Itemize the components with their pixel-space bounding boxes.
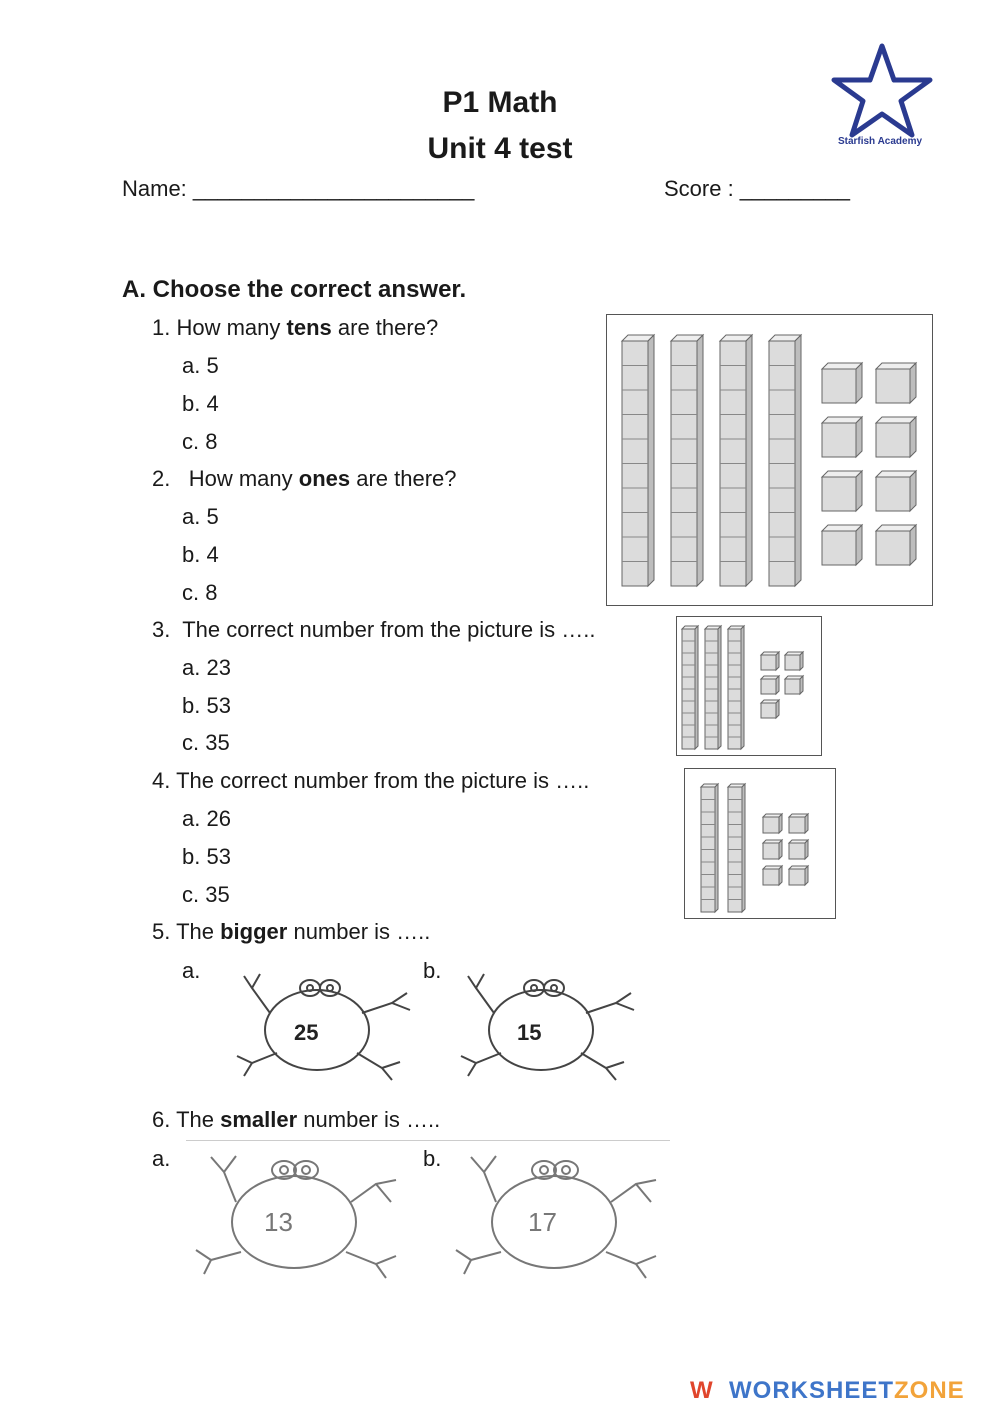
option-4a[interactable]: a. 26 — [182, 806, 231, 831]
option-1b[interactable]: b. 4 — [182, 391, 219, 416]
option-2b[interactable]: b. 4 — [182, 542, 219, 567]
question-6 — [152, 1107, 440, 1133]
question-number: 2. — [152, 466, 171, 491]
one-cube — [876, 363, 916, 403]
frog-image[interactable] — [446, 958, 646, 1088]
ten-rod — [728, 784, 745, 912]
ten-rod — [682, 626, 698, 749]
question-2 — [152, 466, 457, 492]
question-number: 4. — [152, 768, 171, 793]
question-keyword: ones — [298, 466, 351, 491]
name-field[interactable]: Name: _______________________ — [122, 176, 475, 201]
page-title: P1 Math — [442, 86, 558, 119]
base-ten-blocks — [677, 617, 821, 755]
frog-number: 25 — [294, 1020, 319, 1045]
one-cube — [761, 700, 779, 718]
question-text: are there? — [350, 466, 457, 491]
question-text: number is ….. — [297, 1107, 441, 1132]
one-cube — [763, 840, 782, 859]
divider — [186, 1140, 670, 1141]
option-2c[interactable]: c. 8 — [182, 580, 218, 605]
base-ten-figure-3 — [684, 768, 836, 919]
one-cube — [876, 471, 916, 511]
option-1a[interactable]: a. 5 — [182, 353, 219, 378]
question-number: 1. — [152, 315, 171, 340]
question-keyword: bigger — [220, 919, 288, 944]
one-cube — [785, 652, 803, 670]
question-text: The — [176, 1107, 221, 1132]
ten-rod — [728, 626, 744, 749]
page-subtitle: Unit 4 test — [427, 132, 573, 165]
frog-image[interactable] — [222, 958, 422, 1088]
base-ten-figure-1 — [606, 314, 933, 606]
one-cube — [789, 866, 808, 885]
option-4b[interactable]: b. 53 — [182, 844, 231, 869]
frog-number: 13 — [264, 1207, 293, 1237]
question-3 — [152, 617, 595, 643]
one-cube — [876, 525, 916, 565]
one-cube — [876, 417, 916, 457]
one-cube — [822, 417, 862, 457]
option-1c[interactable]: c. 8 — [182, 429, 218, 454]
question-number: 3. — [152, 617, 171, 642]
one-cube — [761, 676, 779, 694]
ten-rod — [622, 335, 654, 586]
question-4 — [152, 768, 589, 794]
question-text: are there? — [331, 315, 439, 340]
one-cube — [763, 866, 782, 885]
question-5 — [152, 919, 430, 945]
option-5a-letter[interactable]: a. — [182, 958, 201, 983]
one-cube — [761, 652, 779, 670]
score-field[interactable]: Score : _________ — [664, 176, 850, 201]
one-cube — [789, 840, 808, 859]
frog-number: 15 — [517, 1020, 542, 1045]
one-cube — [785, 676, 803, 694]
option-4c[interactable]: c. 35 — [182, 882, 230, 907]
frog-image[interactable] — [446, 1142, 671, 1282]
base-ten-figure-2 — [676, 616, 822, 756]
frog-number: 17 — [528, 1207, 557, 1237]
question-text: How many — [188, 466, 299, 491]
option-3a[interactable]: a. 23 — [182, 655, 231, 680]
ten-rod — [701, 784, 718, 912]
question-keyword: smaller — [220, 1107, 298, 1132]
ten-rod — [705, 626, 721, 749]
question-1 — [152, 315, 438, 341]
worksheetzone-logo: W WORKSHEETZONE — [690, 1377, 965, 1404]
option-6b-letter[interactable]: b. — [423, 1146, 442, 1171]
question-text: How many — [176, 315, 287, 340]
option-3c[interactable]: c. 35 — [182, 730, 230, 755]
option-2a[interactable]: a. 5 — [182, 504, 219, 529]
question-keyword: tens — [286, 315, 332, 340]
option-5b-letter[interactable]: b. — [423, 958, 442, 983]
option-3b[interactable]: b. 53 — [182, 693, 231, 718]
base-ten-blocks — [685, 769, 835, 918]
ten-rod — [671, 335, 703, 586]
question-number: 6. — [152, 1107, 171, 1132]
question-text: The correct number from the picture is ….. — [182, 617, 596, 642]
one-cube — [822, 525, 862, 565]
one-cube — [822, 471, 862, 511]
frog-image[interactable] — [186, 1142, 411, 1282]
star-icon — [830, 40, 940, 140]
logo-text: Starfish Academy — [837, 136, 923, 147]
question-text: The — [176, 919, 221, 944]
question-number: 5. — [152, 919, 171, 944]
one-cube — [763, 814, 782, 833]
base-ten-blocks — [607, 315, 932, 605]
ten-rod — [769, 335, 801, 586]
section-title: A. Choose the correct answer. — [122, 276, 467, 303]
option-6a-letter[interactable]: a. — [152, 1146, 171, 1171]
question-text: number is ….. — [287, 919, 431, 944]
worksheetzone-w-icon: W — [690, 1377, 714, 1404]
question-text: The correct number from the picture is ….. — [176, 768, 590, 793]
one-cube — [822, 363, 862, 403]
ten-rod — [720, 335, 752, 586]
one-cube — [789, 814, 808, 833]
